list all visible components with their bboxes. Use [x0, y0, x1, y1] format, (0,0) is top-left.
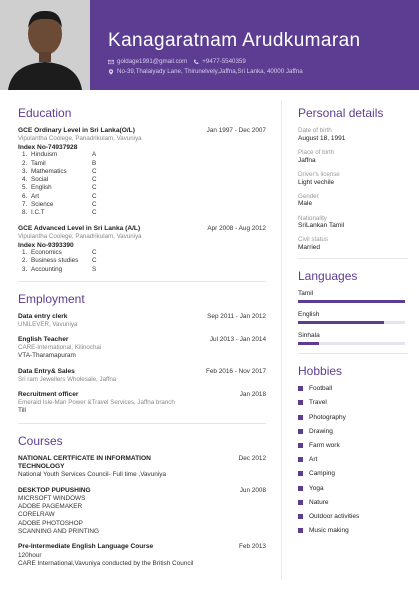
bullet-square-icon: [298, 415, 303, 420]
entry-detail: ADOBE PHOTOSHOP: [18, 519, 83, 527]
education-section: [18, 106, 266, 274]
languages-heading: Languages: [298, 269, 358, 284]
bullet-square-icon: [298, 386, 303, 391]
hobby-item: [298, 527, 408, 534]
language-level-fill: [298, 321, 384, 324]
entry-title: GCE Advanced Level in Sri Lanka (A/L): [18, 224, 141, 232]
language-level-bar: [298, 342, 405, 345]
hobby-item: [298, 428, 408, 435]
full-name: Kanagaratnam Arudkumaran: [108, 30, 361, 51]
language-name: Sinhala: [298, 332, 320, 340]
subject-list: [22, 249, 266, 274]
entry-date: Feb 2016 - Nov 2017: [205, 367, 266, 375]
entry-detail: CARE International,Vavuniya conducted by the British Council: [18, 559, 194, 567]
bullet-square-icon: [298, 486, 303, 491]
subject-item: 5. English C: [22, 184, 97, 192]
courses-heading: Courses: [18, 433, 63, 448]
hobby-label: Travel: [309, 399, 327, 407]
email-text: goldage1991@gmail.com: [117, 58, 188, 65]
address-text: No-39,Thalaiyady Lane, Thirunelvely,Jaffna,Sri Lanka, 40000 Jaffna: [117, 68, 303, 75]
entry-date: Feb 2013: [238, 543, 266, 551]
entry-detail: CORELRAW: [18, 511, 55, 519]
employment-entry: [18, 391, 266, 416]
main-column: [18, 106, 266, 575]
subject-item: 8. I.C.T C: [22, 209, 97, 217]
hobby-label: Outdoor activities: [309, 512, 360, 520]
education-entry: [18, 127, 266, 218]
bullet-square-icon: [298, 528, 303, 533]
personal-details-heading: Personal details: [298, 106, 384, 120]
side-column: [298, 106, 408, 541]
detail-label: Driver's license: [298, 170, 340, 178]
entry-detail: VTA-Tharamapuram: [18, 352, 76, 360]
section-divider: [18, 281, 266, 282]
employment-heading: Employment: [18, 291, 85, 306]
detail-value: Light vechile: [298, 178, 335, 186]
hobby-item: [298, 414, 408, 421]
bullet-square-icon: [298, 400, 303, 405]
subject-item: 1. Hinduism A: [22, 151, 97, 159]
subject-item: 7. Science C: [22, 201, 97, 209]
hobby-label: Drawing: [309, 427, 333, 435]
bullet-square-icon: [298, 471, 303, 476]
hobby-label: Football: [309, 385, 333, 393]
detail-item: [298, 236, 408, 252]
entry-detail: Till: [18, 407, 26, 415]
entry-date: Jan 2018: [239, 391, 266, 399]
hobby-item: [298, 385, 408, 392]
contact-line: [108, 58, 246, 65]
hobby-label: Farm work: [309, 442, 340, 449]
phone-text: +9477-5540359: [202, 58, 246, 65]
hobby-label: Photography: [309, 413, 346, 421]
mail-icon: [108, 59, 114, 65]
bullet-square-icon: [298, 500, 303, 505]
entry-date: Dec 2012: [238, 454, 266, 462]
subject-list: [22, 151, 266, 217]
address-contact: [108, 68, 303, 75]
entry-date: Jul 2013 - Jan 2014: [209, 336, 266, 344]
entry-org: Emerald Isle-Man Power &Travel Services, Jaffna branch: [18, 399, 175, 407]
hobby-label: Yoga: [309, 484, 324, 492]
entry-school: Vipulantha Coolege, Panadrikulam, Vavuniya: [18, 232, 142, 240]
employment-entry: [18, 368, 266, 384]
entry-title: Pre-Intermediate English Language Course: [18, 543, 154, 551]
hobby-item: [298, 399, 408, 406]
language-level-fill: [298, 300, 405, 303]
hobby-item: [298, 485, 408, 492]
education-heading: Education: [18, 106, 72, 120]
profile-photo: [0, 0, 90, 90]
detail-item: [298, 127, 408, 143]
subject-item: 1. Economics C: [22, 248, 97, 256]
employment-entry: [18, 313, 266, 329]
hobbies-heading: Hobbies: [298, 364, 343, 379]
hobby-label: Nature: [309, 498, 329, 506]
hobby-label: Music making: [309, 527, 349, 535]
section-divider: [298, 258, 408, 259]
detail-label: Civil status: [298, 236, 328, 244]
entry-title: English Teacher: [18, 336, 69, 344]
education-entry: [18, 225, 266, 274]
employment-section: [18, 292, 266, 416]
subject-item: 2. Tamil B: [22, 159, 97, 167]
hobby-item: [298, 499, 408, 506]
course-entry: [18, 543, 266, 568]
detail-value: Male: [298, 200, 313, 208]
entry-detail: National Youth Services Council- Full time ,Vavuniya: [18, 471, 167, 479]
hobby-label: Art: [309, 456, 318, 464]
detail-label: Date of birth: [298, 127, 332, 134]
detail-label: Nationality: [298, 214, 327, 222]
entry-date: Jun 2008: [239, 486, 266, 494]
detail-item: [298, 171, 408, 187]
location-pin-icon: [108, 69, 114, 75]
detail-item: [298, 149, 408, 165]
detail-value: Married: [298, 244, 321, 252]
entry-date: Sep 2011 - Jan 2012: [207, 312, 266, 320]
hobby-item: [298, 513, 408, 520]
phone-contact[interactable]: [193, 58, 246, 65]
bullet-square-icon: [298, 429, 303, 434]
detail-item: [298, 215, 408, 231]
subject-item: 3. Mathematics C: [22, 167, 97, 175]
entry-title: Data entry clerk: [18, 312, 68, 320]
entry-title: Recruitment officer: [18, 391, 79, 399]
subject-item: 2. Business studies C: [22, 257, 97, 265]
course-entry: [18, 487, 266, 537]
bullet-square-icon: [298, 514, 303, 519]
personal-details-section: [298, 106, 408, 252]
entry-title: DESKTOP PUPUSHING: [18, 486, 91, 494]
entry-school: Vipulantha Coolege, Panadrikulam, Vavuniya: [18, 135, 142, 143]
entry-org: CARE-International, Kilinochai: [18, 344, 102, 352]
entry-org: UNILEVER, Vavuniya: [18, 321, 78, 329]
entry-detail: SCANNING AND PRINTING: [18, 528, 99, 536]
language-level-fill: [298, 342, 319, 345]
courses-section: [18, 434, 266, 569]
entry-org: Sri ram Jewellers Wholesale, Jaffna: [18, 376, 117, 384]
hobby-item: [298, 442, 408, 449]
column-divider: [281, 100, 282, 580]
language-level-bar: [298, 321, 405, 324]
detail-item: [298, 193, 408, 209]
header-banner: [0, 0, 419, 90]
entry-title: NATIONAL CERTFICATE IN INFORMATION TECHNOLOGY: [18, 454, 151, 470]
section-divider: [18, 423, 266, 424]
subject-item: 6. Art C: [22, 192, 97, 200]
hobbies-section: [298, 364, 408, 534]
language-item: [298, 311, 408, 324]
entry-title: GCE Ordinary Level in Sri Lanka(O/L): [18, 127, 135, 134]
hobby-label: Camping: [309, 470, 336, 478]
detail-value: Jaffna: [298, 156, 316, 164]
language-name: Tamil: [298, 290, 314, 298]
employment-entry: [18, 336, 266, 361]
entry-detail: MICRSOFT WINDOWS: [18, 494, 86, 502]
bullet-square-icon: [298, 443, 303, 448]
language-item: [298, 332, 408, 345]
course-entry: [18, 455, 266, 480]
subject-item: 4. Social C: [22, 176, 97, 184]
bullet-square-icon: [298, 457, 303, 462]
languages-section: [298, 269, 408, 345]
email-contact[interactable]: [108, 58, 187, 65]
section-divider: [298, 353, 408, 354]
entry-detail: 120hour: [18, 551, 42, 559]
subject-item: 3. Accounting S: [22, 265, 97, 273]
language-item: [298, 290, 408, 303]
address-line: [108, 68, 303, 75]
detail-value: August 18, 1991: [298, 134, 346, 142]
language-level-bar: [298, 300, 405, 303]
language-name: English: [298, 311, 320, 319]
detail-value: SriLankan Tamil: [298, 222, 345, 230]
hobby-item: [298, 470, 408, 477]
phone-icon: [193, 59, 199, 65]
index-number: Index No-9393390: [18, 241, 74, 249]
entry-title: Data Entry& Sales: [18, 367, 75, 375]
hobby-item: [298, 456, 408, 463]
entry-date: Apr 2008 - Aug 2012: [207, 224, 266, 232]
entry-detail: ADOBE PAGEMAKER: [18, 503, 83, 511]
entry-date: Jan 1997 - Dec 2007: [206, 127, 266, 134]
detail-label: Place of birth: [298, 148, 335, 156]
detail-label: Gender: [298, 192, 319, 200]
index-number: Index No-74937928: [18, 144, 78, 152]
